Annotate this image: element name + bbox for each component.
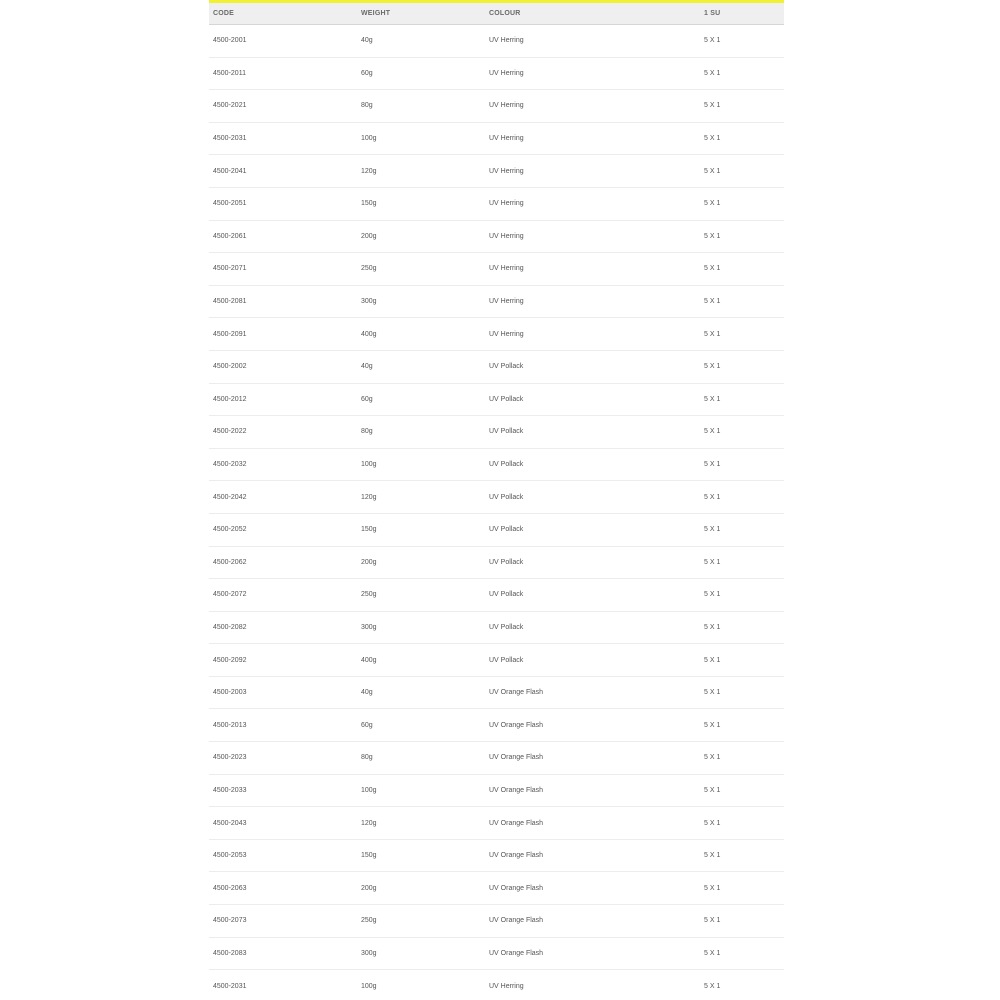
- table-row: [209, 155, 784, 188]
- cell-weight: 100g: [361, 135, 377, 143]
- cell-weight: 200g: [361, 232, 377, 240]
- cell-colour: UV Pollack: [489, 428, 524, 436]
- table-row: [209, 611, 784, 644]
- table-row: [209, 448, 784, 481]
- cell-code: 4500-2092: [213, 656, 247, 664]
- cell-colour: UV Pollack: [489, 558, 524, 566]
- cell-colour: UV Pollack: [489, 526, 524, 534]
- cell-su: 5 X 1: [704, 754, 721, 762]
- table-row: [209, 644, 784, 677]
- cell-code: 4500-2053: [213, 852, 247, 860]
- cell-code: 4500-2002: [213, 363, 247, 371]
- cell-code: 4500-2052: [213, 526, 247, 534]
- cell-code: 4500-2043: [213, 819, 247, 827]
- cell-code: 4500-2041: [213, 167, 247, 175]
- cell-colour: UV Orange Flash: [489, 852, 544, 860]
- cell-su: 5 X 1: [704, 330, 721, 338]
- table-row: [209, 937, 784, 970]
- cell-colour: UV Herring: [489, 298, 524, 306]
- cell-weight: 250g: [361, 591, 377, 599]
- cell-weight: 40g: [361, 689, 373, 697]
- cell-weight: 150g: [361, 200, 377, 208]
- cell-weight: 100g: [361, 786, 377, 794]
- cell-code: 4500-2011: [213, 69, 246, 77]
- table-row: [209, 57, 784, 90]
- cell-su: 5 X 1: [704, 786, 721, 794]
- column-header-su: 1 SU: [704, 10, 721, 17]
- cell-code: 4500-2062: [213, 558, 247, 566]
- cell-colour: UV Herring: [489, 37, 524, 45]
- cell-su: 5 X 1: [704, 200, 721, 208]
- cell-colour: UV Pollack: [489, 623, 524, 631]
- cell-colour: UV Pollack: [489, 461, 524, 469]
- cell-su: 5 X 1: [704, 721, 721, 729]
- cell-code: 4500-2051: [213, 200, 247, 208]
- cell-colour: UV Herring: [489, 135, 524, 143]
- cell-code: 4500-2032: [213, 461, 247, 469]
- cell-su: 5 X 1: [704, 167, 721, 175]
- column-header-colour: COLOUR: [489, 10, 521, 17]
- cell-code: 4500-2042: [213, 493, 247, 501]
- table-row: [209, 318, 784, 351]
- table-row: [209, 579, 784, 612]
- column-header-code: CODE: [213, 10, 235, 17]
- cell-colour: UV Orange Flash: [489, 884, 544, 892]
- cell-colour: UV Orange Flash: [489, 721, 544, 729]
- table-row: [209, 513, 784, 546]
- cell-weight: 100g: [361, 982, 377, 990]
- cell-colour: UV Herring: [489, 982, 524, 990]
- cell-su: 5 X 1: [704, 558, 721, 566]
- cell-colour: UV Herring: [489, 200, 524, 208]
- table-row: [209, 742, 784, 775]
- table-row: [209, 807, 784, 840]
- cell-weight: 120g: [361, 167, 377, 175]
- table-row: [209, 220, 784, 253]
- cell-weight: 120g: [361, 819, 377, 827]
- cell-su: 5 X 1: [704, 656, 721, 664]
- cell-su: 5 X 1: [704, 428, 721, 436]
- product-table-container: [209, 0, 784, 1000]
- table-row: [209, 839, 784, 872]
- cell-su: 5 X 1: [704, 819, 721, 827]
- cell-weight: 300g: [361, 623, 377, 631]
- table-row: [209, 25, 784, 58]
- cell-colour: UV Herring: [489, 69, 524, 77]
- cell-weight: 60g: [361, 395, 373, 403]
- table-row: [209, 122, 784, 155]
- cell-weight: 80g: [361, 428, 373, 436]
- table-row: [209, 253, 784, 286]
- cell-weight: 80g: [361, 754, 373, 762]
- cell-code: 4500-2031: [213, 135, 247, 143]
- cell-weight: 400g: [361, 656, 377, 664]
- cell-weight: 60g: [361, 69, 373, 77]
- cell-su: 5 X 1: [704, 526, 721, 534]
- cell-colour: UV Herring: [489, 265, 524, 273]
- cell-code: 4500-2003: [213, 689, 247, 697]
- cell-su: 5 X 1: [704, 852, 721, 860]
- cell-weight: 40g: [361, 37, 373, 45]
- cell-weight: 300g: [361, 298, 377, 306]
- cell-su: 5 X 1: [704, 982, 721, 990]
- cell-su: 5 X 1: [704, 363, 721, 371]
- cell-colour: UV Herring: [489, 330, 524, 338]
- table-row: [209, 416, 784, 449]
- cell-su: 5 X 1: [704, 232, 721, 240]
- cell-su: 5 X 1: [704, 689, 721, 697]
- cell-code: 4500-2021: [213, 102, 247, 110]
- cell-colour: UV Orange Flash: [489, 917, 544, 925]
- table-row: [209, 546, 784, 579]
- table-row: [209, 285, 784, 318]
- cell-su: 5 X 1: [704, 461, 721, 469]
- cell-code: 4500-2091: [213, 330, 247, 338]
- cell-code: 4500-2031: [213, 982, 247, 990]
- table-row: [209, 90, 784, 123]
- cell-weight: 80g: [361, 102, 373, 110]
- cell-colour: UV Orange Flash: [489, 949, 544, 957]
- table-header-row: [209, 3, 784, 25]
- cell-su: 5 X 1: [704, 135, 721, 143]
- table-row: [209, 905, 784, 938]
- cell-code: 4500-2061: [213, 232, 247, 240]
- cell-code: 4500-2063: [213, 884, 247, 892]
- table-row: [209, 872, 784, 905]
- cell-colour: UV Herring: [489, 102, 524, 110]
- cell-colour: UV Pollack: [489, 493, 524, 501]
- table-header: [209, 3, 784, 25]
- cell-su: 5 X 1: [704, 102, 721, 110]
- table-row: [209, 709, 784, 742]
- cell-code: 4500-2081: [213, 298, 247, 306]
- cell-code: 4500-2013: [213, 721, 247, 729]
- table-row: [209, 383, 784, 416]
- cell-weight: 250g: [361, 917, 377, 925]
- cell-colour: UV Orange Flash: [489, 754, 544, 762]
- cell-code: 4500-2071: [213, 265, 247, 273]
- cell-weight: 200g: [361, 558, 377, 566]
- cell-weight: 250g: [361, 265, 377, 273]
- cell-su: 5 X 1: [704, 69, 721, 77]
- cell-colour: UV Pollack: [489, 656, 524, 664]
- cell-code: 4500-2083: [213, 949, 247, 957]
- cell-colour: UV Pollack: [489, 363, 524, 371]
- table-row: [209, 970, 784, 1000]
- cell-su: 5 X 1: [704, 591, 721, 599]
- cell-su: 5 X 1: [704, 37, 721, 45]
- cell-code: 4500-2023: [213, 754, 247, 762]
- cell-code: 4500-2033: [213, 786, 247, 794]
- table-body: [209, 25, 784, 1000]
- cell-colour: UV Herring: [489, 232, 524, 240]
- table-row: [209, 350, 784, 383]
- cell-code: 4500-2001: [213, 37, 247, 45]
- cell-code: 4500-2073: [213, 917, 247, 925]
- cell-su: 5 X 1: [704, 493, 721, 501]
- cell-su: 5 X 1: [704, 623, 721, 631]
- cell-weight: 120g: [361, 493, 377, 501]
- cell-colour: UV Pollack: [489, 395, 524, 403]
- cell-weight: 40g: [361, 363, 373, 371]
- cell-weight: 150g: [361, 526, 377, 534]
- cell-su: 5 X 1: [704, 265, 721, 273]
- cell-weight: 400g: [361, 330, 377, 338]
- product-table: [209, 3, 784, 1000]
- cell-su: 5 X 1: [704, 395, 721, 403]
- cell-su: 5 X 1: [704, 884, 721, 892]
- table-row: [209, 774, 784, 807]
- cell-colour: UV Orange Flash: [489, 786, 544, 794]
- cell-code: 4500-2012: [213, 395, 247, 403]
- cell-su: 5 X 1: [704, 949, 721, 957]
- cell-colour: UV Orange Flash: [489, 819, 544, 827]
- cell-weight: 300g: [361, 949, 377, 957]
- cell-su: 5 X 1: [704, 298, 721, 306]
- cell-weight: 150g: [361, 852, 377, 860]
- cell-colour: UV Herring: [489, 167, 524, 175]
- cell-weight: 200g: [361, 884, 377, 892]
- column-header-weight: WEIGHT: [361, 10, 391, 17]
- cell-colour: UV Pollack: [489, 591, 524, 599]
- table-row: [209, 187, 784, 220]
- cell-weight: 60g: [361, 721, 373, 729]
- table-row: [209, 676, 784, 709]
- table-row: [209, 481, 784, 514]
- cell-colour: UV Orange Flash: [489, 689, 544, 697]
- cell-code: 4500-2022: [213, 428, 247, 436]
- cell-su: 5 X 1: [704, 917, 721, 925]
- cell-code: 4500-2072: [213, 591, 247, 599]
- cell-weight: 100g: [361, 461, 377, 469]
- cell-code: 4500-2082: [213, 623, 247, 631]
